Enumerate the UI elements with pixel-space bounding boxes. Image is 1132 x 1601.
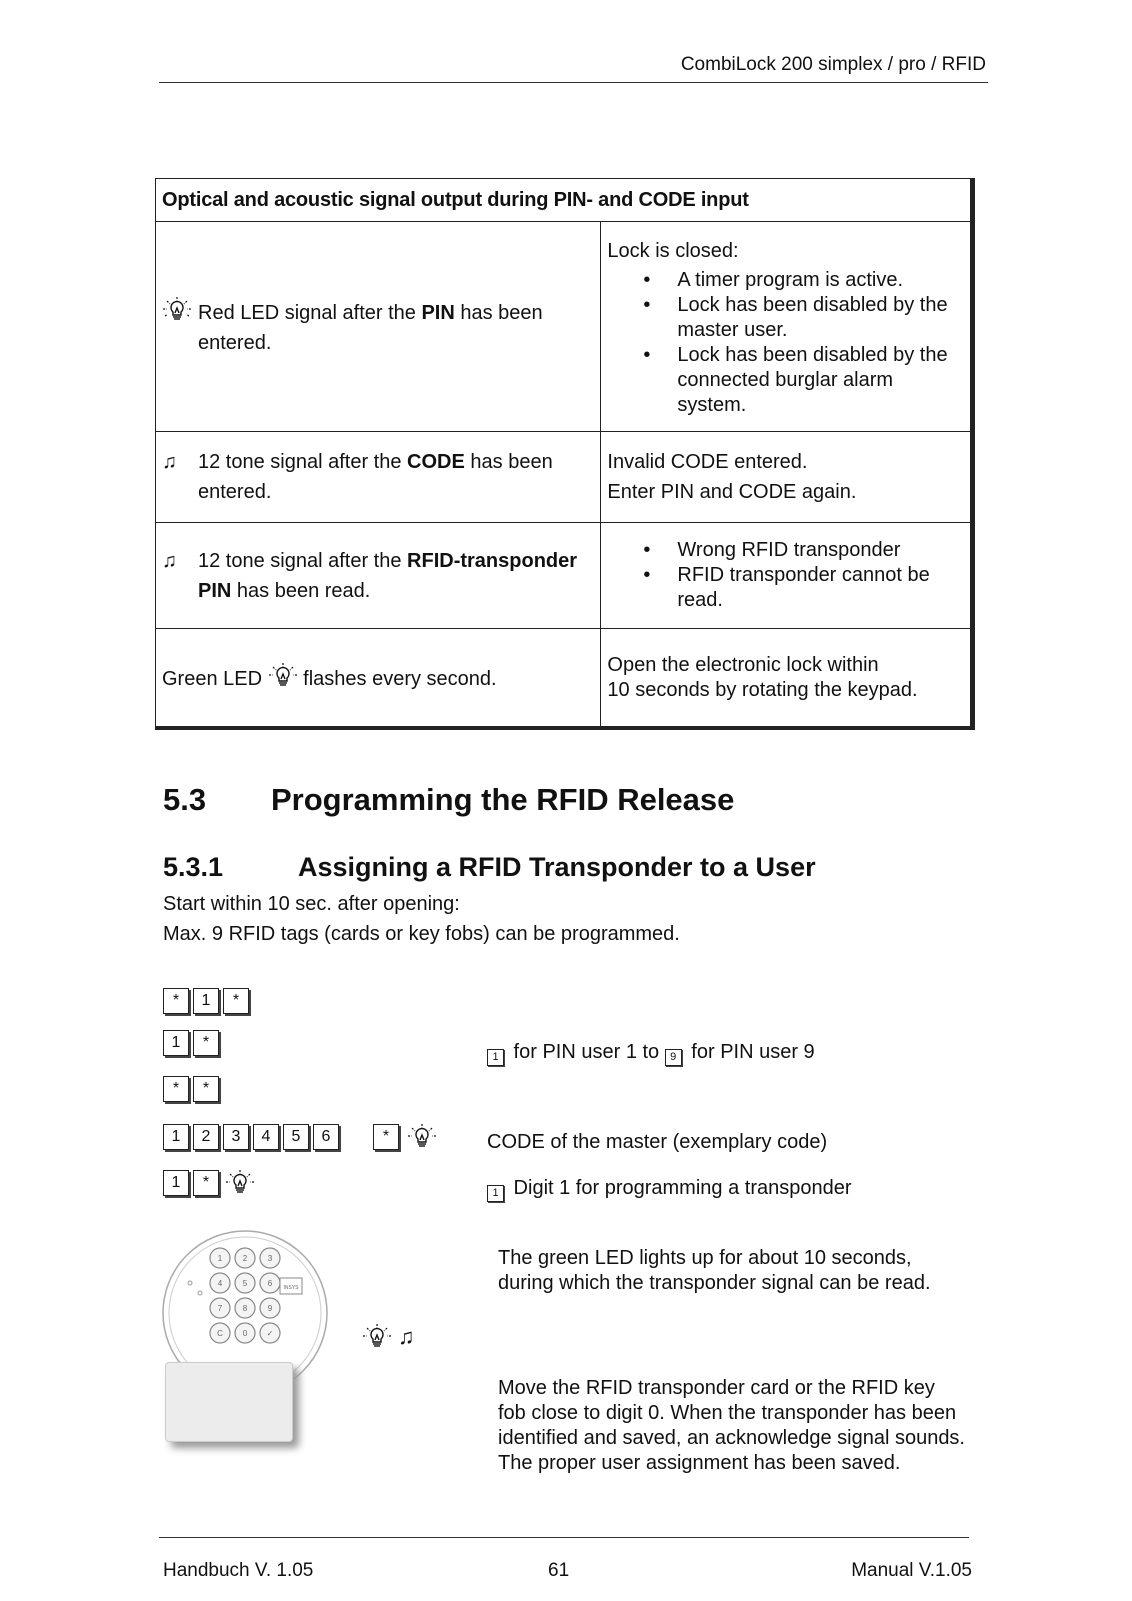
keypad-label: ✓ (266, 1329, 274, 1338)
bullet-list (643, 538, 964, 613)
keypad-label: 8 (242, 1304, 248, 1313)
keypad-key: 2 (193, 1124, 219, 1150)
keypad-label: 9 (267, 1304, 273, 1313)
keypad-label: C (217, 1329, 223, 1338)
keypad-brand: INSYS (283, 1285, 299, 1291)
table-row (156, 523, 971, 629)
subsection-number: 5.3.1 (163, 852, 224, 882)
keypad-key: 4 (253, 1124, 279, 1150)
intro-line: Max. 9 RFID tags (cards or key fobs) can be programmed. (163, 923, 680, 945)
led-bulb-icon (162, 295, 198, 328)
step-text: for PIN user 1 to (508, 1041, 665, 1063)
table-cell (156, 629, 601, 727)
list-item: • Lock has been disabled by the master user. (643, 293, 964, 343)
keypad-label: 7 (217, 1304, 223, 1313)
keypad-key: 1 (163, 1170, 189, 1196)
list-item: • Wrong RFID transponder (643, 538, 964, 563)
cell-text: 10 seconds by rotating the keypad. (607, 678, 918, 701)
keypad-key: * (193, 1030, 219, 1056)
list-item: • A timer program is active. (643, 268, 964, 293)
running-header: CombiLock 200 simplex / pro / RFID (680, 54, 986, 75)
subsection-title: Assigning a RFID Transponder to a User (298, 852, 816, 882)
section-heading (163, 782, 734, 818)
cell-text: 12 tone signal after the (198, 549, 408, 572)
table-cell (156, 523, 601, 629)
music-note-icon: ♫ (162, 451, 177, 473)
keypad-key: 3 (223, 1124, 249, 1150)
signal-table (155, 178, 971, 727)
cell-text: flashes every second. (297, 668, 497, 690)
paragraph: Move the RFID transponder card or the RFID key fob close to digit 0. When the transponder has been identified and saved, an acknowledge signal sounds. The proper user assignment has been saved. (498, 1377, 965, 1474)
cell-bold: PIN (421, 302, 455, 324)
bullet-list (643, 268, 964, 418)
footer-rule (159, 1537, 969, 1538)
keypad-key: 1 (487, 1049, 504, 1066)
keypad-key: * (193, 1170, 219, 1196)
keypad-label: 6 (267, 1279, 273, 1288)
music-note-icon: ♫ (162, 549, 177, 572)
cell-text: Invalid CODE entered. (607, 451, 808, 473)
header-rule (159, 82, 988, 83)
led-bulb-icon (362, 1322, 392, 1352)
keypad-key: * (163, 1076, 189, 1102)
step-description: CODE of the master (exemplary code) (487, 1131, 828, 1153)
table-row (156, 432, 971, 523)
signal-icons (362, 1322, 415, 1352)
cell-text: has been entered. (198, 451, 553, 503)
key-sequence (163, 1168, 255, 1198)
led-bulb-icon (225, 1168, 255, 1198)
list-item: • Lock has been disabled by the connected burglar alarm system. (643, 343, 964, 418)
footer-left: Handbuch V. 1.05 (163, 1560, 314, 1581)
step-description (487, 1176, 852, 1202)
cell-bold: CODE (407, 451, 465, 473)
table-cell (601, 629, 971, 727)
key-sequence (163, 1076, 223, 1102)
list-item: • RFID transponder cannot be read. (643, 563, 964, 613)
step-text: Digit 1 for programming a transponder (508, 1177, 852, 1199)
keypad-label: 2 (242, 1254, 248, 1263)
intro-line: Start within 10 sec. after opening: (163, 893, 460, 915)
table-row (156, 629, 971, 727)
cell-text: Lock is closed: (607, 239, 739, 262)
keypad-label: 0 (242, 1329, 248, 1338)
key-sequence (163, 1030, 223, 1056)
keypad-label: 3 (267, 1254, 273, 1263)
cell-text: has been read. (231, 579, 371, 602)
table-cell (156, 432, 601, 523)
table-header-row (156, 179, 971, 222)
keypad-label: 4 (217, 1279, 223, 1288)
cell-text: 12 tone signal after the (198, 451, 408, 473)
keypad-key: 6 (313, 1124, 339, 1150)
keypad-key: * (193, 1076, 219, 1102)
keypad-key: * (223, 988, 249, 1014)
cell-text: has been entered. (198, 302, 543, 354)
keypad-label: 1 (217, 1254, 223, 1263)
table-heading: Optical and acoustic signal output during PIN- and CODE input (156, 179, 971, 222)
cell-text: Enter PIN and CODE again. (607, 481, 857, 503)
keypad-key: * (373, 1124, 399, 1150)
section-title: Programming the RFID Release (271, 782, 735, 817)
table-cell (156, 222, 601, 432)
music-note-icon: ♫ (398, 1324, 415, 1349)
key-sequence (163, 988, 253, 1014)
cell-text: Green LED (162, 668, 268, 690)
table-row (156, 222, 971, 432)
rfid-card (165, 1362, 293, 1442)
keypad-key: 5 (283, 1124, 309, 1150)
page-number: 61 (548, 1560, 570, 1581)
keypad-key: 1 (163, 1124, 189, 1150)
cell-text: Open the electronic lock within (607, 653, 879, 676)
key-sequence (163, 1122, 437, 1152)
led-bulb-icon (407, 1122, 437, 1152)
keypad-key: * (163, 988, 189, 1014)
table-cell (601, 432, 971, 523)
section-number: 5.3 (163, 782, 207, 817)
keypad-key: 1 (193, 988, 219, 1014)
table-cell (601, 523, 971, 629)
step-text: for PIN user 9 (685, 1041, 815, 1063)
keypad-key: 9 (665, 1049, 682, 1066)
step-description (487, 1040, 815, 1066)
cell-bold: RFID-transponder PIN (198, 549, 578, 602)
led-bulb-icon (268, 668, 298, 690)
table-cell (601, 222, 971, 432)
paragraph: The green LED lights up for about 10 seconds, during which the transponder signal can be read. (498, 1247, 931, 1294)
keypad-key: 1 (487, 1185, 504, 1202)
footer-right: Manual V.1.05 (851, 1560, 972, 1581)
cell-text: Red LED signal after the (198, 302, 422, 324)
subsection-heading (163, 852, 816, 883)
keypad-label: 5 (242, 1279, 248, 1288)
keypad-key: 1 (163, 1030, 189, 1056)
